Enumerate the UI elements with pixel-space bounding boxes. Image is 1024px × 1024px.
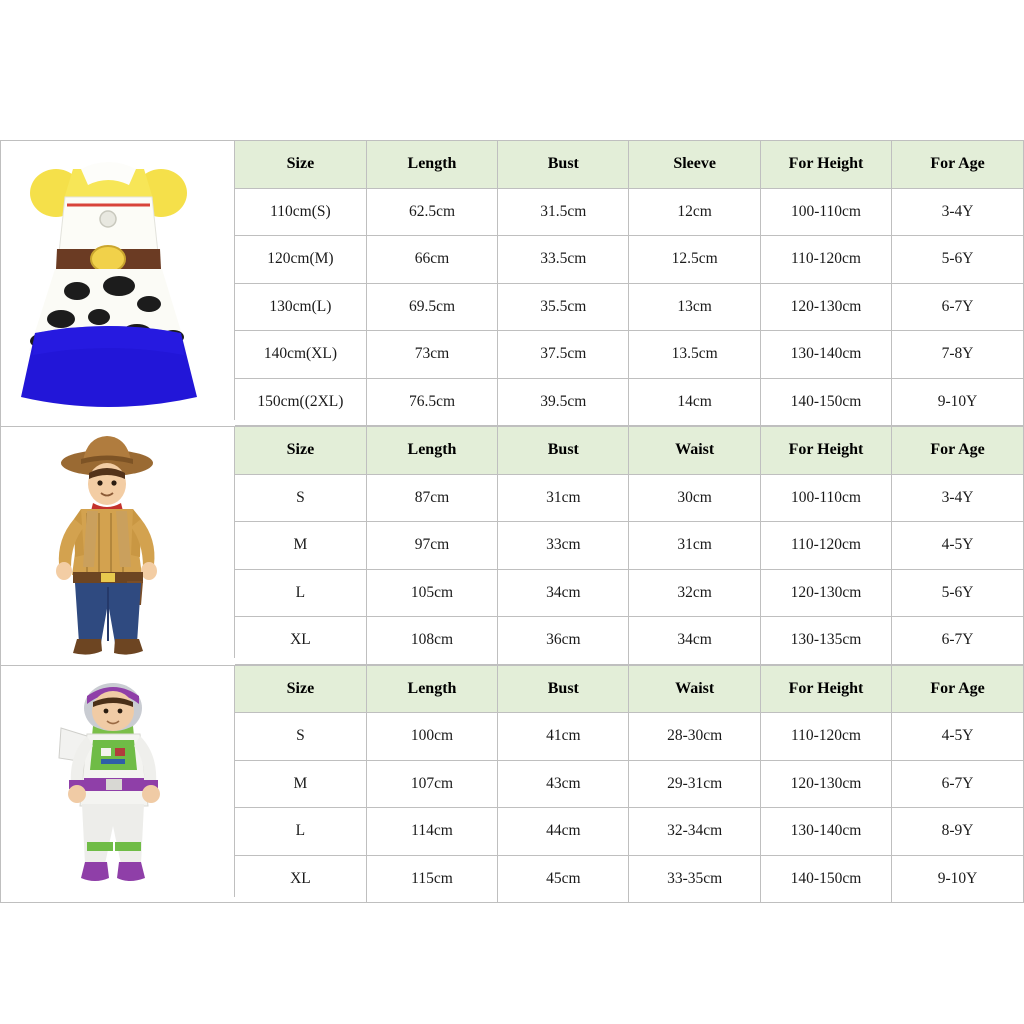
table-row (235, 188, 1023, 236)
cell: 114cm (366, 808, 497, 856)
cell: 120cm(M) (235, 236, 366, 284)
cell: 115cm (366, 855, 497, 902)
cell: 28-30cm (629, 713, 760, 761)
cell: M (235, 760, 366, 808)
size-chart-block-jessie-dress (0, 140, 1024, 426)
table-row (235, 808, 1023, 856)
column-header: Size (235, 666, 366, 713)
cell: 45cm (498, 855, 629, 902)
cell: 35.5cm (498, 283, 629, 331)
cell: 33.5cm (498, 236, 629, 284)
column-header: Sleeve (629, 141, 760, 188)
cell: 120-130cm (760, 569, 891, 617)
cell: 34cm (498, 569, 629, 617)
cell: 110-120cm (760, 713, 891, 761)
table-row (235, 522, 1023, 570)
cell: 105cm (366, 569, 497, 617)
size-chart-document (0, 140, 1024, 903)
cell: 62.5cm (366, 188, 497, 236)
cell: 33cm (498, 522, 629, 570)
cell: 43cm (498, 760, 629, 808)
cell: 130-140cm (760, 808, 891, 856)
cell: 110-120cm (760, 522, 891, 570)
table-row (235, 474, 1023, 522)
cell: 31cm (629, 522, 760, 570)
cell: 110cm(S) (235, 188, 366, 236)
column-header: For Age (892, 141, 1023, 188)
cell: 76.5cm (366, 378, 497, 426)
column-header: For Age (892, 666, 1023, 713)
cell: 5-6Y (892, 569, 1023, 617)
table-row (235, 331, 1023, 379)
cell: 33-35cm (629, 855, 760, 902)
table-header-row (235, 427, 1023, 474)
size-table-buzz-costume-wrapper (235, 666, 1023, 903)
cell: 120-130cm (760, 760, 891, 808)
cell: XL (235, 617, 366, 665)
cell: 9-10Y (892, 855, 1023, 902)
table-row (235, 378, 1023, 426)
column-header: Length (366, 666, 497, 713)
cell: 140cm(XL) (235, 331, 366, 379)
column-header: Size (235, 141, 366, 188)
cell: 31cm (498, 474, 629, 522)
cell: 34cm (629, 617, 760, 665)
table-row (235, 569, 1023, 617)
cell: 66cm (366, 236, 497, 284)
cell: 108cm (366, 617, 497, 665)
cell: 6-7Y (892, 617, 1023, 665)
size-table-woody-costume (235, 427, 1023, 665)
cell: 140-150cm (760, 855, 891, 902)
cell: 130-140cm (760, 331, 891, 379)
cell: 4-5Y (892, 522, 1023, 570)
table-row (235, 713, 1023, 761)
column-header: Waist (629, 427, 760, 474)
column-header: For Height (760, 141, 891, 188)
cell: 44cm (498, 808, 629, 856)
cell: 32-34cm (629, 808, 760, 856)
size-table-woody-costume-wrapper (235, 427, 1023, 665)
column-header: For Height (760, 427, 891, 474)
column-header: Size (235, 427, 366, 474)
cell: 100cm (366, 713, 497, 761)
cell: 37.5cm (498, 331, 629, 379)
cell: 87cm (366, 474, 497, 522)
cell: 31.5cm (498, 188, 629, 236)
size-table-jessie-dress-wrapper (235, 141, 1023, 426)
cell: 100-110cm (760, 474, 891, 522)
buzz-costume-illustration (1, 666, 234, 897)
cell: 73cm (366, 331, 497, 379)
cell: M (235, 522, 366, 570)
cell: L (235, 569, 366, 617)
cell: S (235, 474, 366, 522)
cell: 130-135cm (760, 617, 891, 665)
woody-costume-illustration (1, 427, 234, 658)
cell: S (235, 713, 366, 761)
cell: 13.5cm (629, 331, 760, 379)
size-chart-block-buzz-costume (0, 665, 1024, 904)
cell: L (235, 808, 366, 856)
column-header: For Age (892, 427, 1023, 474)
cell: 120-130cm (760, 283, 891, 331)
cell: 39.5cm (498, 378, 629, 426)
cell: 6-7Y (892, 760, 1023, 808)
column-header: Length (366, 141, 497, 188)
column-header: For Height (760, 666, 891, 713)
size-table-buzz-costume (235, 666, 1023, 903)
size-chart-block-woody-costume (0, 426, 1024, 665)
cell: 130cm(L) (235, 283, 366, 331)
cell: 12.5cm (629, 236, 760, 284)
cell: 29-31cm (629, 760, 760, 808)
cell: 150cm((2XL) (235, 378, 366, 426)
column-header: Waist (629, 666, 760, 713)
column-header: Bust (498, 141, 629, 188)
cell: 107cm (366, 760, 497, 808)
size-table-jessie-dress (235, 141, 1023, 426)
column-header: Bust (498, 427, 629, 474)
jessie-dress-illustration (1, 141, 234, 420)
product-image-woody-costume (1, 427, 235, 658)
product-image-buzz-costume (1, 666, 235, 897)
cell: 5-6Y (892, 236, 1023, 284)
cell: 69.5cm (366, 283, 497, 331)
column-header: Length (366, 427, 497, 474)
cell: 14cm (629, 378, 760, 426)
cell: 41cm (498, 713, 629, 761)
cell: 8-9Y (892, 808, 1023, 856)
column-header: Bust (498, 666, 629, 713)
cell: 110-120cm (760, 236, 891, 284)
cell: 7-8Y (892, 331, 1023, 379)
cell: 140-150cm (760, 378, 891, 426)
cell: 36cm (498, 617, 629, 665)
cell: 3-4Y (892, 188, 1023, 236)
table-header-row (235, 141, 1023, 188)
cell: 9-10Y (892, 378, 1023, 426)
table-row (235, 855, 1023, 902)
cell: 13cm (629, 283, 760, 331)
cell: 32cm (629, 569, 760, 617)
table-row (235, 760, 1023, 808)
cell: 3-4Y (892, 474, 1023, 522)
cell: 30cm (629, 474, 760, 522)
cell: 100-110cm (760, 188, 891, 236)
table-header-row (235, 666, 1023, 713)
table-row (235, 236, 1023, 284)
table-row (235, 617, 1023, 665)
product-image-jessie-dress (1, 141, 235, 420)
cell: 6-7Y (892, 283, 1023, 331)
cell: XL (235, 855, 366, 902)
cell: 4-5Y (892, 713, 1023, 761)
cell: 97cm (366, 522, 497, 570)
cell: 12cm (629, 188, 760, 236)
table-row (235, 283, 1023, 331)
